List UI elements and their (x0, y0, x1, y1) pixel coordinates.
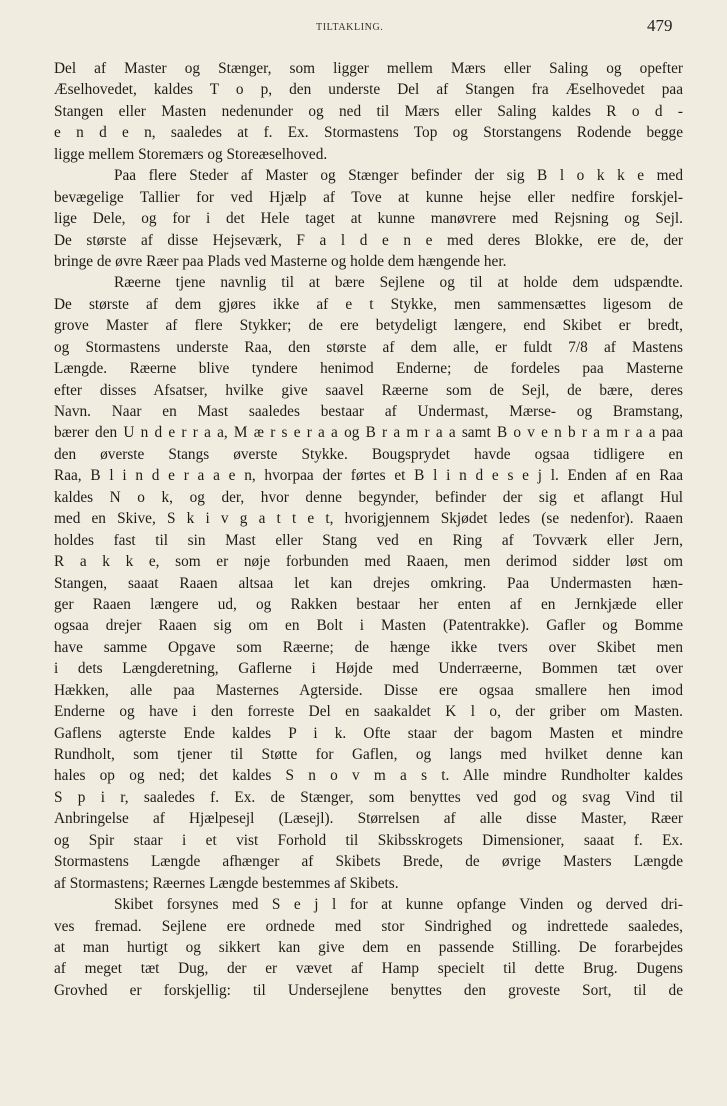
text-line: Hækken, alle paa Masternes Agterside. Disse ere ogsaa smallere hen imod (54, 681, 683, 699)
text-line: den øverste Stangs øverste Stykke. Bougsprydet havde ogsaa tidligere en (54, 445, 683, 463)
text-line: hales op og ned; det kaldes S n o v m a s t. Alle mindre Rundholter kaldes (54, 767, 683, 785)
text-line: R a k k e, som er nøje forbunden med Raaen, men derimod sidder løst om (54, 553, 683, 571)
text-line: Skibet forsynes med S e j l for at kunne opfange Vinden og derved dri- (114, 896, 683, 914)
text-line: lige Dele, og for i det Hele taget at kunne manøvrere med Rejsning og Sejl. (54, 210, 683, 228)
text-line: S p i r, saaledes f. Ex. de Stænger, som benyttes ved god og svag Vind til (54, 788, 683, 806)
text-line: Ræerne tjene navnlig til at bære Sejlene og til at holde dem udspændte. (114, 274, 683, 292)
text-line: kaldes N o k, og der, hvor denne begynder, befinder der sig et aflangt Hul (54, 488, 683, 506)
text-line: Anbringelse af Hjælpesejl (Læsejl). Størrelsen af alle disse Master, Ræer (54, 810, 683, 828)
text-line: af meget tæt Dug, der er vævet af Hamp specielt til dette Brug. Dugens (54, 960, 683, 978)
text-line: bevægelige Tallier for ved Hjælp af Tove at kunne hejse eller nedfire forskjel- (54, 188, 683, 206)
text-line: med en Skive, S k i v g a t t e t, hvorigjennem Skjødet ledes (se nedenfor). Raaen (54, 510, 683, 528)
text-line: Paa flere Steder af Master og Stænger befinder der sig B l o k k e med (114, 167, 683, 185)
text-line: ves fremad. Sejlene ere ordnede med stor Sindrighed og indrettede saaledes, (54, 917, 683, 935)
body-text (54, 58, 683, 1001)
text-line: Enderne og have i den forreste Del en saakaldet K l o, der griber om Masten. (54, 703, 683, 721)
text-line: Stormastens Længde afhænger af Skibets Brede, de øvrige Masters Længde (54, 853, 683, 871)
text-line: bærer den U n d e r r a a, M æ r s e r a a og B r a m r a a samt B o v e n b r a m r a a paa (54, 424, 683, 442)
text-line: Raa, B l i n d e r a a e n, hvorpaa der førtes et B l i n d e s e j l. Enden af en Raa (54, 467, 683, 485)
text-line: Længde. Ræerne blive tyndere henimod Enderne; de fordeles paa Masterne (54, 360, 683, 378)
text-line: e n d e n, saaledes at f. Ex. Stormastens Top og Storstangens Rodende begge (54, 124, 683, 142)
text-line: Rundholt, som tjener til Støtte for Gaflen, og langs med hvilket denne kan (54, 746, 683, 763)
text-line: i dets Længderetning, Gaflerne i Højde med Underræerne, Bommen tæt over (54, 660, 683, 678)
text-line: grove Master af flere Stykker; de ere betydeligt længere, end Skibet er bredt, (54, 317, 683, 335)
text-line: ligge mellem Storemærs og Storeæselhoved. (54, 145, 328, 163)
text-line: Grovhed er forskjellig: til Undersejlene benyttes den groveste Sort, til de (54, 981, 683, 999)
text-line: Stangen, saaat Raaen altsaa let kan drejes omkring. Paa Undermasten hæn- (54, 574, 683, 592)
text-line: ger Raaen længere ud, og Rakken bestaar her enten af en Jernkjæde eller (54, 595, 683, 613)
text-line: Stangen eller Masten nedenunder og ned til Mærs eller Saling kaldes R o d - (54, 102, 683, 120)
text-line: Del af Master og Stænger, som ligger mellem Mærs eller Saling og opefter (54, 60, 683, 77)
text-line: af Stormastens; Ræernes Længde bestemmes af Skibets. (54, 874, 399, 892)
text-line: efter disses Afsatser, hvilke give saavel Ræerne som de Sejl, de bære, deres (54, 381, 683, 399)
text-line: og Spir staar i et vist Forhold til Skibsskrogets Dimensioner, saaat f. Ex. (54, 831, 683, 849)
text-line: have samme Opgave som Ræerne; de hænge ikke tvers over Skibet men (54, 638, 683, 656)
text-line: De største af disse Hejseværk, F a l d e n e med deres Blokke, ere de, der (54, 231, 683, 249)
text-line: holdes fast til sin Mast eller Stang ved en Ring af Tovværk eller Jern, (54, 531, 683, 549)
page-number: 479 (647, 16, 673, 35)
text-line: Navn. Naar en Mast saaledes bestaar af Undermast, Mærse- og Bramstang, (54, 403, 683, 420)
text-line: ogsaa drejer Raaen sig om en Bolt i Masten (Patentrakke). Gafler og Bomme (54, 617, 683, 635)
text-line: at man hurtigt og sikkert kan give dem en passende Stilling. De forarbejdes (54, 938, 683, 956)
text-line: Gaflens agterste Ende kaldes P i k. Ofte staar der bagom Masten et mindre (54, 724, 683, 742)
text-line: og Stormastens underste Raa, den største af dem alle, er fuldt 7/8 af Mastens (54, 338, 683, 356)
text-line: De største af dem gjøres ikke af e t Stykke, men sammensættes ligesom de (54, 295, 683, 313)
running-head: TILTAKLING. (316, 22, 384, 33)
text-line: bringe de øvre Ræer paa Plads ved Masterne og holde dem hængende her. (54, 252, 507, 270)
text-line: Æselhovedet, kaldes T o p, den underste Del af Stangen fra Æselhovedet paa (54, 81, 683, 99)
